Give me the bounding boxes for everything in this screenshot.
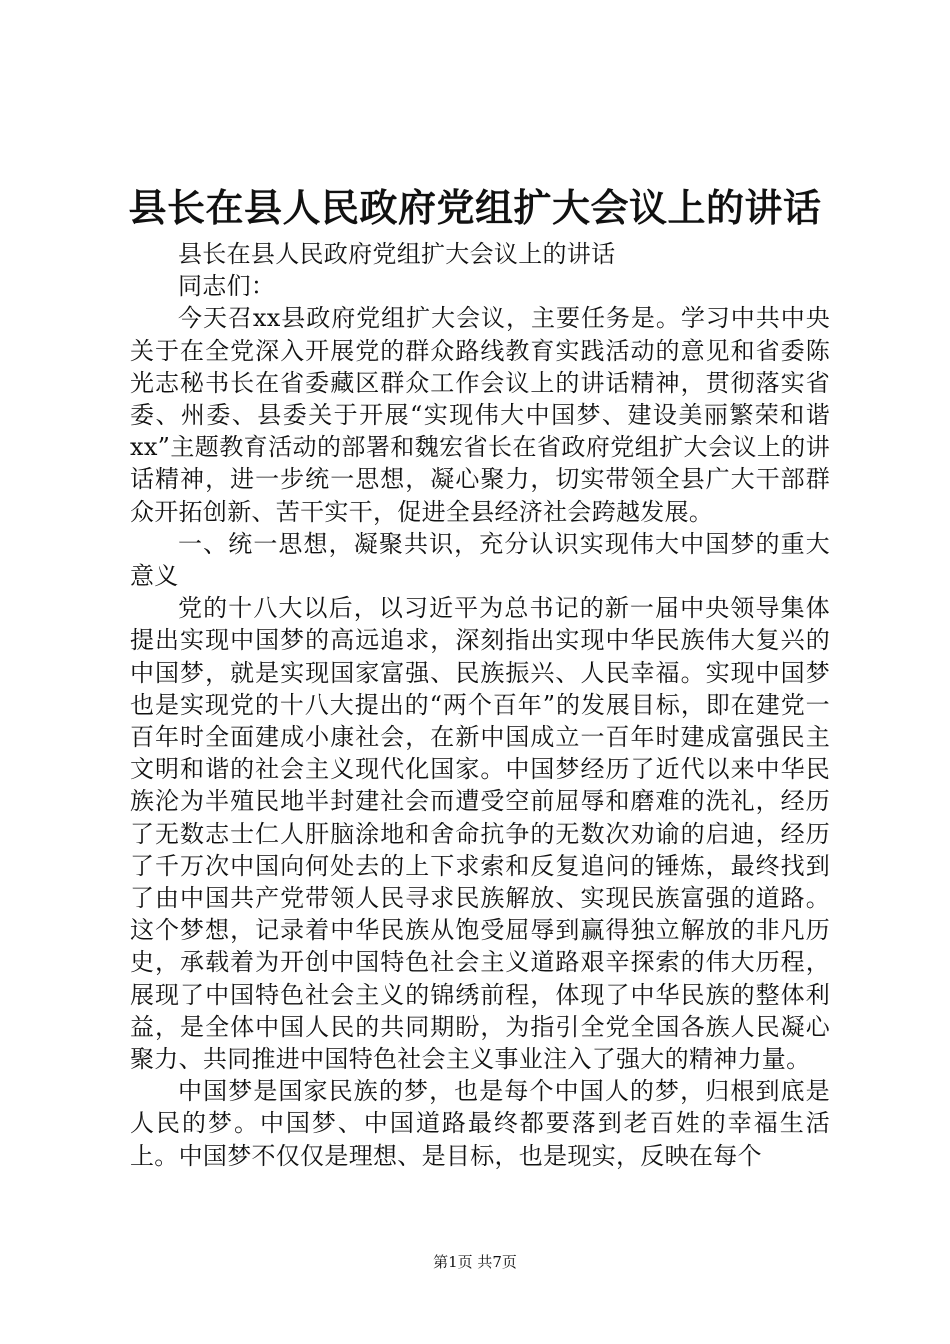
body-paragraph: 中国梦是国家民族的梦，也是每个中国人的梦，归根到底是人民的梦。中国梦、中国道路最终都要落到老百姓的幸福生活上。中国梦不仅仅是理想、是目标，也是现实，反映在每个	[130, 1077, 830, 1170]
page-number-footer: 第1页 共7页	[433, 1253, 517, 1271]
body-paragraph: 党的十八大以后，以习近平为总书记的新一届中央领导集体提出实现中国梦的高远追求，深刻指出实现中华民族伟大复兴的中国梦，就是实现国家富强、民族振兴、人民幸福。实现中国梦也是实现党的十八大提出的“两个百年”的发展目标，即在建党一百年时全面建成小康社会，在新中国成立一百年时建成富强民主文明和谐的社会主义现代化国家。中国梦经历了近代以来中华民族沦为半殖民地半封建社会而遭受空前屈辱和磨难的洗礼，经历了无数志士仁人肝脑涂地和舍命抗争的无数次劝谕的启迪，经历了千万次中国向何处去的上下求索和反复追问的锤炼，最终找到了由中国共产党带领人民寻求民族解放、实现民族富强的道路。这个梦想，记录着中华民族从饱受屈辱到赢得独立解放的非凡历史，承载着为开创中国特色社会主义道路艰辛探索的伟大历程，展现了中国特色社会主义的锦绣前程，体现了中华民族的整体利益，是全体中国人民的共同期盼，为指引全党全国各族人民凝心聚力、共同推进中国特色社会主义事业注入了强大的精神力量。	[130, 594, 830, 1074]
document-body	[130, 238, 830, 1172]
salutation-paragraph: 同志们：	[178, 272, 276, 301]
section-heading: 一、统一思想，凝聚共识，充分认识实现伟大中国梦的重大意义	[130, 529, 830, 591]
body-paragraph: 今天召xx县政府党组扩大会议，主要任务是。学习中共中央关于在全党深入开展党的群众路线教育实践活动的意见和省委陈光志秘书长在省委藏区群众工作会议上的讲话精神，贯彻落实省委、州委、县委关于开展“实现伟大中国梦、建设美丽繁荣和谐xx”主题教育活动的部署和魏宏省长在省政府党组扩大会议上的讲话精神，进一步统一思想，凝心聚力，切实带领全县广大干部群众开拓创新、苦干实干，促进全县经济社会跨越发展。	[130, 304, 830, 526]
subtitle-paragraph: 县长在县人民政府党组扩大会议上的讲话	[178, 240, 616, 268]
document-title: 县长在县人民政府党组扩大会议上的讲话	[128, 185, 822, 230]
